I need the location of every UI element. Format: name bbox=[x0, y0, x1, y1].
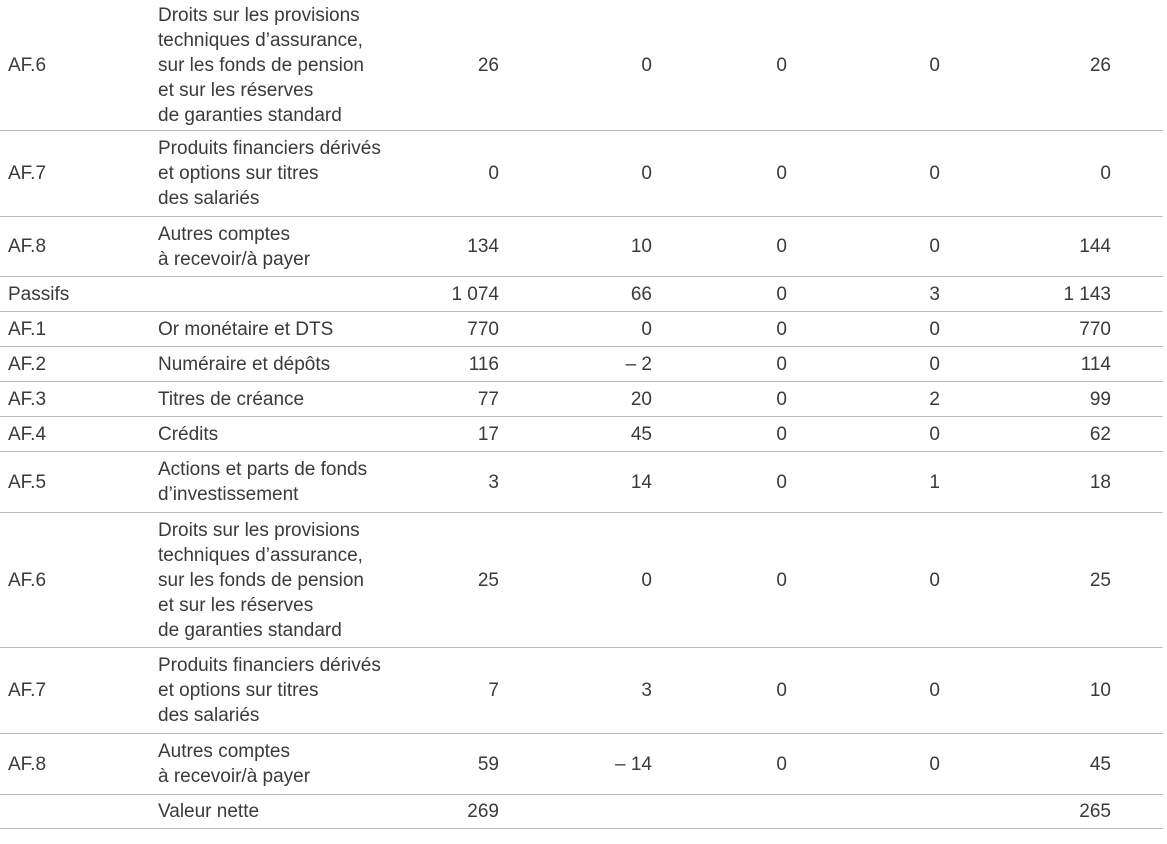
value-col-3: 0 bbox=[776, 283, 787, 305]
row-label: Produits financiers dérivés et options sur titres des salariés bbox=[158, 138, 381, 209]
value-col-4: 1 bbox=[929, 471, 940, 493]
value-col-2: 10 bbox=[630, 236, 652, 257]
value-col-1: 134 bbox=[467, 236, 499, 257]
value-col-3: 0 bbox=[776, 163, 787, 184]
row-code: AF.6 bbox=[8, 54, 47, 76]
value-col-1: 0 bbox=[488, 163, 499, 184]
value-col-4: 0 bbox=[929, 353, 940, 375]
value-col-2: 0 bbox=[641, 54, 652, 76]
row-code: AF.4 bbox=[8, 423, 47, 445]
value-col-4: 0 bbox=[929, 318, 940, 340]
value-col-4: 0 bbox=[929, 236, 940, 257]
row-code: AF.5 bbox=[8, 471, 47, 493]
value-col-3: 0 bbox=[776, 353, 787, 375]
value-col-3: 0 bbox=[776, 54, 787, 76]
row-code: Passifs bbox=[8, 283, 70, 305]
value-col-5: 770 bbox=[1079, 318, 1111, 340]
value-col-5: 26 bbox=[1089, 54, 1111, 76]
value-col-5: 0 bbox=[1100, 163, 1111, 184]
value-col-5: 62 bbox=[1089, 423, 1111, 445]
row-code: AF.6 bbox=[8, 569, 47, 591]
value-col-2: 45 bbox=[630, 423, 652, 445]
row-code: AF.1 bbox=[8, 318, 47, 340]
value-col-3: 0 bbox=[776, 423, 787, 445]
table-row bbox=[0, 513, 1163, 648]
row-code: AF.3 bbox=[8, 388, 47, 410]
row-label: Autres comptes à recevoir/à payer bbox=[158, 223, 311, 270]
value-col-4: 0 bbox=[929, 569, 940, 591]
row-label: Numéraire et dépôts bbox=[158, 353, 331, 375]
value-col-1: 17 bbox=[477, 423, 499, 445]
value-col-5: 25 bbox=[1089, 569, 1111, 591]
table-row bbox=[0, 382, 1163, 417]
value-col-4: 0 bbox=[929, 753, 940, 775]
value-col-5: 1 143 bbox=[1063, 283, 1111, 305]
table-row bbox=[0, 734, 1163, 795]
value-col-3: 0 bbox=[776, 471, 787, 493]
value-col-4: 0 bbox=[929, 163, 940, 184]
value-col-1: 1 074 bbox=[451, 283, 499, 305]
row-label: Droits sur les provisions techniques d’assurance, sur les fonds de pension et sur les réserves de garanties standard bbox=[158, 4, 364, 126]
row-label: Autres comptes à recevoir/à payer bbox=[158, 741, 311, 787]
value-col-1: 770 bbox=[467, 318, 499, 340]
value-col-4: 3 bbox=[929, 283, 940, 305]
table-row bbox=[0, 648, 1163, 734]
row-code: AF.7 bbox=[8, 680, 47, 701]
value-col-3: 0 bbox=[776, 388, 787, 410]
row-label: Titres de créance bbox=[158, 388, 305, 410]
row-label: Produits financiers dérivés et options sur titres des salariés bbox=[158, 655, 381, 726]
value-col-4: 2 bbox=[929, 388, 940, 410]
row-code: AF.7 bbox=[8, 163, 47, 184]
value-col-1: 3 bbox=[488, 471, 499, 493]
value-col-3: 0 bbox=[776, 753, 787, 775]
value-col-1: 269 bbox=[467, 801, 499, 822]
table-row bbox=[0, 312, 1163, 347]
value-col-1: 116 bbox=[468, 353, 499, 375]
value-col-2: – 2 bbox=[625, 353, 652, 375]
row-label: Valeur nette bbox=[158, 801, 260, 822]
value-col-5: 99 bbox=[1089, 388, 1111, 410]
value-col-5: 45 bbox=[1089, 753, 1111, 775]
value-col-3: 0 bbox=[776, 569, 787, 591]
value-col-3: 0 bbox=[776, 236, 787, 257]
value-col-5: 265 bbox=[1079, 801, 1111, 822]
table-row bbox=[0, 0, 1163, 131]
value-col-5: 144 bbox=[1079, 236, 1111, 257]
value-col-4: 0 bbox=[929, 54, 940, 76]
value-col-5: 10 bbox=[1089, 680, 1111, 701]
row-label: Droits sur les provisions techniques d’assurance, sur les fonds de pension et sur les réserves de garanties standard bbox=[158, 519, 364, 641]
row-code: AF.8 bbox=[8, 753, 47, 775]
row-label: Actions et parts de fonds d’investissement bbox=[158, 459, 368, 505]
table-row bbox=[0, 417, 1163, 452]
value-col-2: 0 bbox=[641, 318, 652, 340]
value-col-1: 25 bbox=[477, 569, 499, 591]
value-col-5: 114 bbox=[1080, 353, 1111, 375]
value-col-2: 0 bbox=[641, 569, 652, 591]
table-row bbox=[0, 131, 1163, 217]
row-label: Or monétaire et DTS bbox=[158, 318, 334, 340]
value-col-2: 0 bbox=[641, 163, 652, 184]
row-code: AF.8 bbox=[8, 236, 47, 257]
row-label: Crédits bbox=[158, 423, 219, 445]
value-col-1: 59 bbox=[477, 753, 499, 775]
value-col-3: 0 bbox=[776, 318, 787, 340]
value-col-4: 0 bbox=[929, 680, 940, 701]
value-col-1: 77 bbox=[477, 388, 499, 410]
value-col-1: 7 bbox=[488, 680, 499, 701]
value-col-5: 18 bbox=[1089, 471, 1111, 493]
table-row bbox=[0, 277, 1163, 312]
value-col-1: 26 bbox=[477, 54, 499, 76]
value-col-4: 0 bbox=[929, 423, 940, 445]
table-row bbox=[0, 347, 1163, 382]
value-col-3: 0 bbox=[776, 680, 787, 701]
value-col-2: – 14 bbox=[615, 753, 652, 775]
value-col-2: 3 bbox=[641, 680, 652, 701]
table-row bbox=[0, 795, 1163, 829]
value-col-2: 20 bbox=[630, 388, 652, 410]
row-code: AF.2 bbox=[8, 353, 47, 375]
table-row bbox=[0, 217, 1163, 277]
value-col-2: 66 bbox=[630, 283, 652, 305]
table-row bbox=[0, 452, 1163, 513]
value-col-2: 14 bbox=[630, 471, 652, 493]
